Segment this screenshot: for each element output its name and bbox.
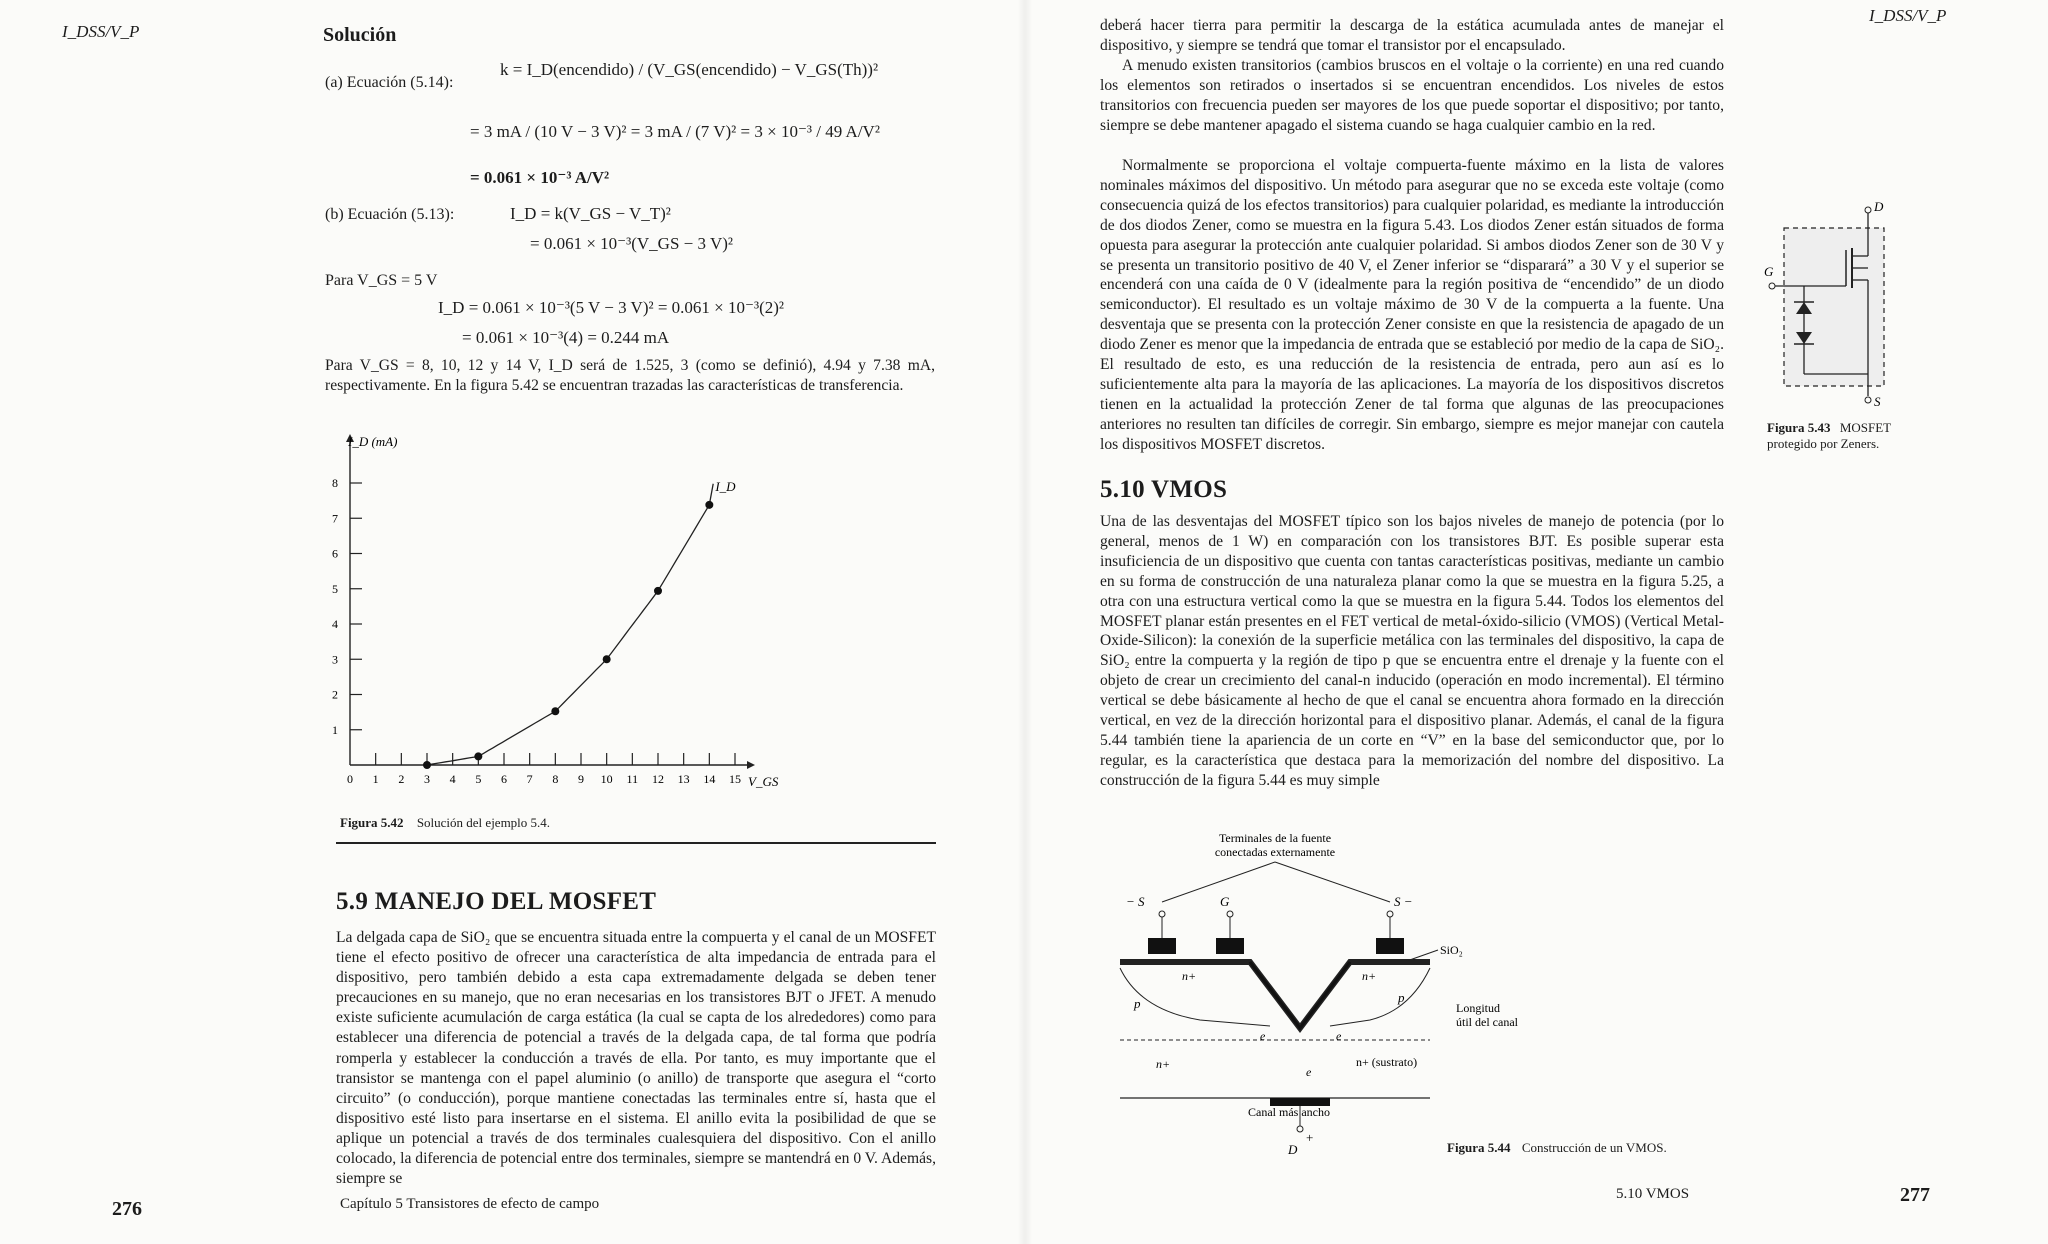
equation-id-at-5v: I_D = 0.061 × 10⁻³(5 V − 3 V)² = 0.061 × 10⁻³(2)² xyxy=(438,298,784,317)
fig544-sio2: SiO₂ xyxy=(1440,943,1463,957)
figure-description: Construcción de un VMOS. xyxy=(1521,1140,1667,1155)
y-tick-label: 5 xyxy=(332,581,338,596)
chart-axes xyxy=(346,434,755,769)
data-point xyxy=(423,761,431,769)
y-tick-label: 6 xyxy=(332,546,338,561)
fig544-minus-s: − S xyxy=(1126,894,1145,909)
fig544-plus: + xyxy=(1306,1130,1314,1145)
x-tick-label: 7 xyxy=(526,772,533,786)
fig544-s-minus: S − xyxy=(1394,894,1413,909)
y-tick-label: 4 xyxy=(332,617,338,631)
curve-label: I_D xyxy=(715,478,736,494)
source-terminal xyxy=(1865,397,1871,403)
section-5-10-body: Una de las desventajas del MOSFET típico son los bajos niveles de manejo de potencia (por lo general, menos de 1 W) en comparación con los transistores BJT. Es posible superar esta insuficiencia de un dispositivo que cuenta con tantas características positivas, mediante un cambio en su forma de construcción de una naturaleza planar como la que se muestra en la figura 5.25, a otra con una estructura vertical como la que se muestra en la figura 5.44. Todos los elementos del MOSFET planar están presentes en el FET vertical de metal-óxido-silicio (VMOS) (Vertical Metal-Oxide-Silicon): la conexión de la superficie metálica con las terminales del dispositivo, la capa de SiO₂ entre la compuerta y la región de tipo p que se encuentra entre el drenaje y la fuente con el objeto de crear un crecimiento del canal-n inducido (operación en modo incremental). El término vertical se debe básicamente al hecho de que el canal se encuentra ahora formado en la dirección vertical, en vez de la dirección horizontal para el dispositivo planar. Además, el canal de la figura 5.44 también tiene la apariencia de un corte en “V” en la base del semiconductor que, por lo regular, es la característica que destaca para la memorización del nombre del dispositivo. La construcción de la figura 5.44 es muy simple xyxy=(1100,513,1724,789)
figure-5-44-caption xyxy=(1447,1140,1667,1156)
section-5-9-title: 5.9 MANEJO DEL MOSFET xyxy=(336,888,657,915)
continued-paragraph: deberá hacer tierra para permitir la descarga de la estática acumulada antes de manejar el dispositivo, y siempre se tendrá que tomar el transistor por el encapsulado. xyxy=(1100,17,1724,54)
fig544-d: D xyxy=(1288,1142,1298,1157)
figure-number: Figura 5.44 xyxy=(1447,1140,1511,1155)
footer-right: 5.10 VMOS xyxy=(1616,1186,1690,1202)
x-axis-arrow xyxy=(747,761,755,769)
source-contact-right xyxy=(1376,938,1404,954)
vgs5-label: Para V_GS = 5 V xyxy=(325,272,438,289)
figure-number: Figura 5.42 xyxy=(340,815,404,830)
fig544-e-1: e xyxy=(1260,1029,1266,1043)
fig544-nplus-right: n+ xyxy=(1362,969,1377,983)
y-tick-label: 2 xyxy=(332,687,338,702)
header-variable: I_DSS/V_P xyxy=(62,22,140,41)
y-tick-label: 8 xyxy=(332,476,338,490)
fig544-g: G xyxy=(1220,894,1230,909)
fig544-e-2: e xyxy=(1336,1029,1342,1043)
x-tick-label: 2 xyxy=(398,772,405,786)
equation-k-result: = 0.061 × 10⁻³ A/V² xyxy=(470,168,610,187)
fig544-top-note-2: conectadas externamente xyxy=(1214,845,1336,859)
section-divider xyxy=(336,842,936,844)
zener-paragraph: Normalmente se proporciona el voltaje compuerta-fuente máximo en la lista de valores nominales máximos del dispositivo. Un método para asegurar que no se exceda este voltaje (como consecuencia quizá de los efectos transitorios) para cualquier polaridad, es mediante la introducción de dos diodos Zener, como se muestra en la figura 5.43. Los diodos Zener están situados de forma opuesta para asegurar la protección ante cualquier polaridad. Si ambos diodos Zener son de 30 V y se presenta un transitorio positivo de 40 V, el Zener inferior se “disparará” a 30 V y el superior se encenderá con una caída de 0 V (idealmente para la región positiva de “encendido” de un diodo semiconductor). El resultado es un voltaje máximo de 30 V de la compuerta a la fuente. Una desventaja que se presenta con la protección Zener consiste en que la resistencia de apagado de un diodo Zener es menor que la impedancia de entrada que se estableció por medio de la capa de SiO₂. El resultado de esto, es una reducción de la resistencia de entrada, pero aun así es lo suficientemente alta para la mayoría de las aplicaciones. La mayoría de los dispositivos discretos tienen en la actualidad la protección Zener de tal forma que algunas de las preocupaciones anteriores no resulten tan difíciles de corregir. Sin embargo, siempre es mejor manejar con cautela los dispositivos MOSFET discretos. xyxy=(1100,157,1724,453)
fig544-e-3: e xyxy=(1306,1065,1312,1079)
transients-paragraph: A menudo existen transitorios (cambios bruscos en el voltaje o la corriente) en una red cuando los elementos son retirados o insertados si se encuentran encendidos. Los niveles de estos transitorios con frecuencia pueden ser mayores de los que puede soportar el dispositivo; por tanto, siempre se debe mantener apagado el sistema cuando se haga cualquier cambio en la red. xyxy=(1100,57,1724,134)
figure-number: Figura 5.43 xyxy=(1767,420,1831,435)
x-tick-label: 8 xyxy=(552,772,559,786)
x-tick-label: 6 xyxy=(501,772,507,786)
fig544-nplus-bottom: n+ xyxy=(1156,1057,1171,1071)
x-tick-label: 5 xyxy=(475,772,482,786)
source-contact-left xyxy=(1148,938,1176,954)
part-a-label: (a) Ecuación (5.14): xyxy=(325,74,454,91)
chart-points xyxy=(423,501,713,769)
footer-left: Capítulo 5 Transistores de efecto de campo xyxy=(340,1196,600,1212)
y-tick-label: 3 xyxy=(332,652,338,667)
equation-k-substitution: = 3 mA / (10 V − 3 V)² = 3 mA / (7 V)² = 3 × 10⁻³ / 49 A/V² xyxy=(470,122,880,141)
x-tick-label: 1 xyxy=(372,772,379,786)
solution-heading: Solución xyxy=(323,24,397,46)
fig544-longitud-1: Longitud xyxy=(1456,1001,1500,1015)
page-number-left: 276 xyxy=(112,1198,142,1220)
x-tick-label: 12 xyxy=(652,772,664,786)
data-point xyxy=(654,587,662,595)
figure-5-44-vmos-construction xyxy=(1100,830,1540,1160)
right-page xyxy=(1024,0,2048,1244)
fig544-canal: Canal más ancho xyxy=(1248,1105,1330,1119)
data-point xyxy=(603,655,611,663)
page-number-right: 277 xyxy=(1900,1184,1930,1206)
x-tick-label: 9 xyxy=(578,772,584,786)
part-b-label: (b) Ecuación (5.13): xyxy=(325,206,455,223)
x-tick-label: 3 xyxy=(424,772,430,786)
equation-id-substituted: = 0.061 × 10⁻³(V_GS − 3 V)² xyxy=(530,234,733,253)
section-5-10-title: 5.10 VMOS xyxy=(1100,476,1228,503)
y-axis-label: I_D (mA) xyxy=(348,434,398,449)
v-groove xyxy=(1250,962,1350,1028)
x-tick-label: 13 xyxy=(677,772,690,786)
equation-k-definition: k = I_D(encendido) / (V_GS(encendido) − V_GS(Th))² xyxy=(500,60,879,79)
results-paragraph: Para V_GS = 8, 10, 12 y 14 V, I_D será de 1.525, 3 (como se definió), 4.94 y 7.38 mA, respectivamente. En la figura 5.42 se encuentran trazadas las características de transferencia. xyxy=(325,357,935,395)
section-5-9-body: La delgada capa de SiO₂ que se encuentra situada entre la compuerta y el canal de un MOSFET tiene el efecto positivo de ofrecer una característica de alta impedancia de entrada para el dispositivo, pero también debido a esta capa extremadamente delgada se deben tener precauciones en su manejo, que no eran necesarias en los transistores BJT o JFET. A menudo existe suficiente acumulación de carga estática (la cual se capta de los alrededores) como para establecer una diferencia de potencial a través de la delgada capa, de tal forma que podría romperla y establecer la conducción a través de ella. Por tanto, es muy importante que el transistor se mantenga con el papel aluminio (o anillo) de transporte que asegura el “corto circuito” (o conducción), porque mantiene conectadas las terminales entre sí, hasta que el dispositivo esté listo para insertarse en el sistema. El anillo evita la posibilidad de que se aplique un potencial a través de dos terminales cualesquiera del dispositivo. Con el anillo colocado, la diferencia de potencial entre dos terminales, siempre se mantendrá en 0 V. Además, siempre se xyxy=(336,929,936,1188)
data-point xyxy=(705,501,713,509)
fig544-p-left: p xyxy=(1134,996,1141,1011)
chart-ticks xyxy=(332,476,741,786)
equation-id-at-5v-result: = 0.061 × 10⁻³(4) = 0.244 mA xyxy=(462,328,670,347)
fig544-p-right: p xyxy=(1398,990,1405,1005)
data-point xyxy=(474,752,482,760)
fig544-top-note-1: Terminales de la fuente xyxy=(1218,831,1332,845)
fig543-d-label: D xyxy=(1874,199,1884,214)
figure-5-42-caption xyxy=(340,815,550,831)
fig543-s-label: S xyxy=(1874,394,1881,409)
dashed-enclosure xyxy=(1784,228,1884,386)
transfer-characteristic-chart xyxy=(320,430,780,810)
x-tick-label: 4 xyxy=(449,772,456,786)
x-axis-label: V_GS xyxy=(748,774,779,789)
gate-contact xyxy=(1216,938,1244,954)
gate-terminal xyxy=(1769,283,1775,289)
transfer-curve xyxy=(427,484,713,765)
fig544-longitud-2: útil del canal xyxy=(1456,1015,1518,1029)
figure-5-43-zener-mosfet xyxy=(1764,196,1944,416)
fig544-nplus-left: n+ xyxy=(1182,969,1197,983)
y-tick-label: 7 xyxy=(332,511,338,526)
header-variable-right: I_DSS/V_P xyxy=(1869,6,1947,25)
y-tick-label: 1 xyxy=(332,722,338,737)
data-point xyxy=(551,707,559,715)
figure-description: Solución del ejemplo 5.4. xyxy=(416,815,551,830)
figure-description: MOSFET protegido por Zeners. xyxy=(1767,420,1891,451)
fig544-substrate: n+ (sustrato) xyxy=(1356,1055,1418,1069)
drain-terminal xyxy=(1865,207,1871,213)
figure-5-43-caption xyxy=(1767,420,1917,452)
x-tick-label: 14 xyxy=(703,772,716,786)
x-tick-label: 11 xyxy=(626,772,639,786)
equation-id-formula: I_D = k(V_GS − V_T)² xyxy=(510,204,671,223)
x-tick-label: 0 xyxy=(347,772,353,786)
fig543-g-label: G xyxy=(1764,264,1774,279)
x-tick-label: 10 xyxy=(600,772,613,786)
x-tick-label: 15 xyxy=(729,772,741,786)
